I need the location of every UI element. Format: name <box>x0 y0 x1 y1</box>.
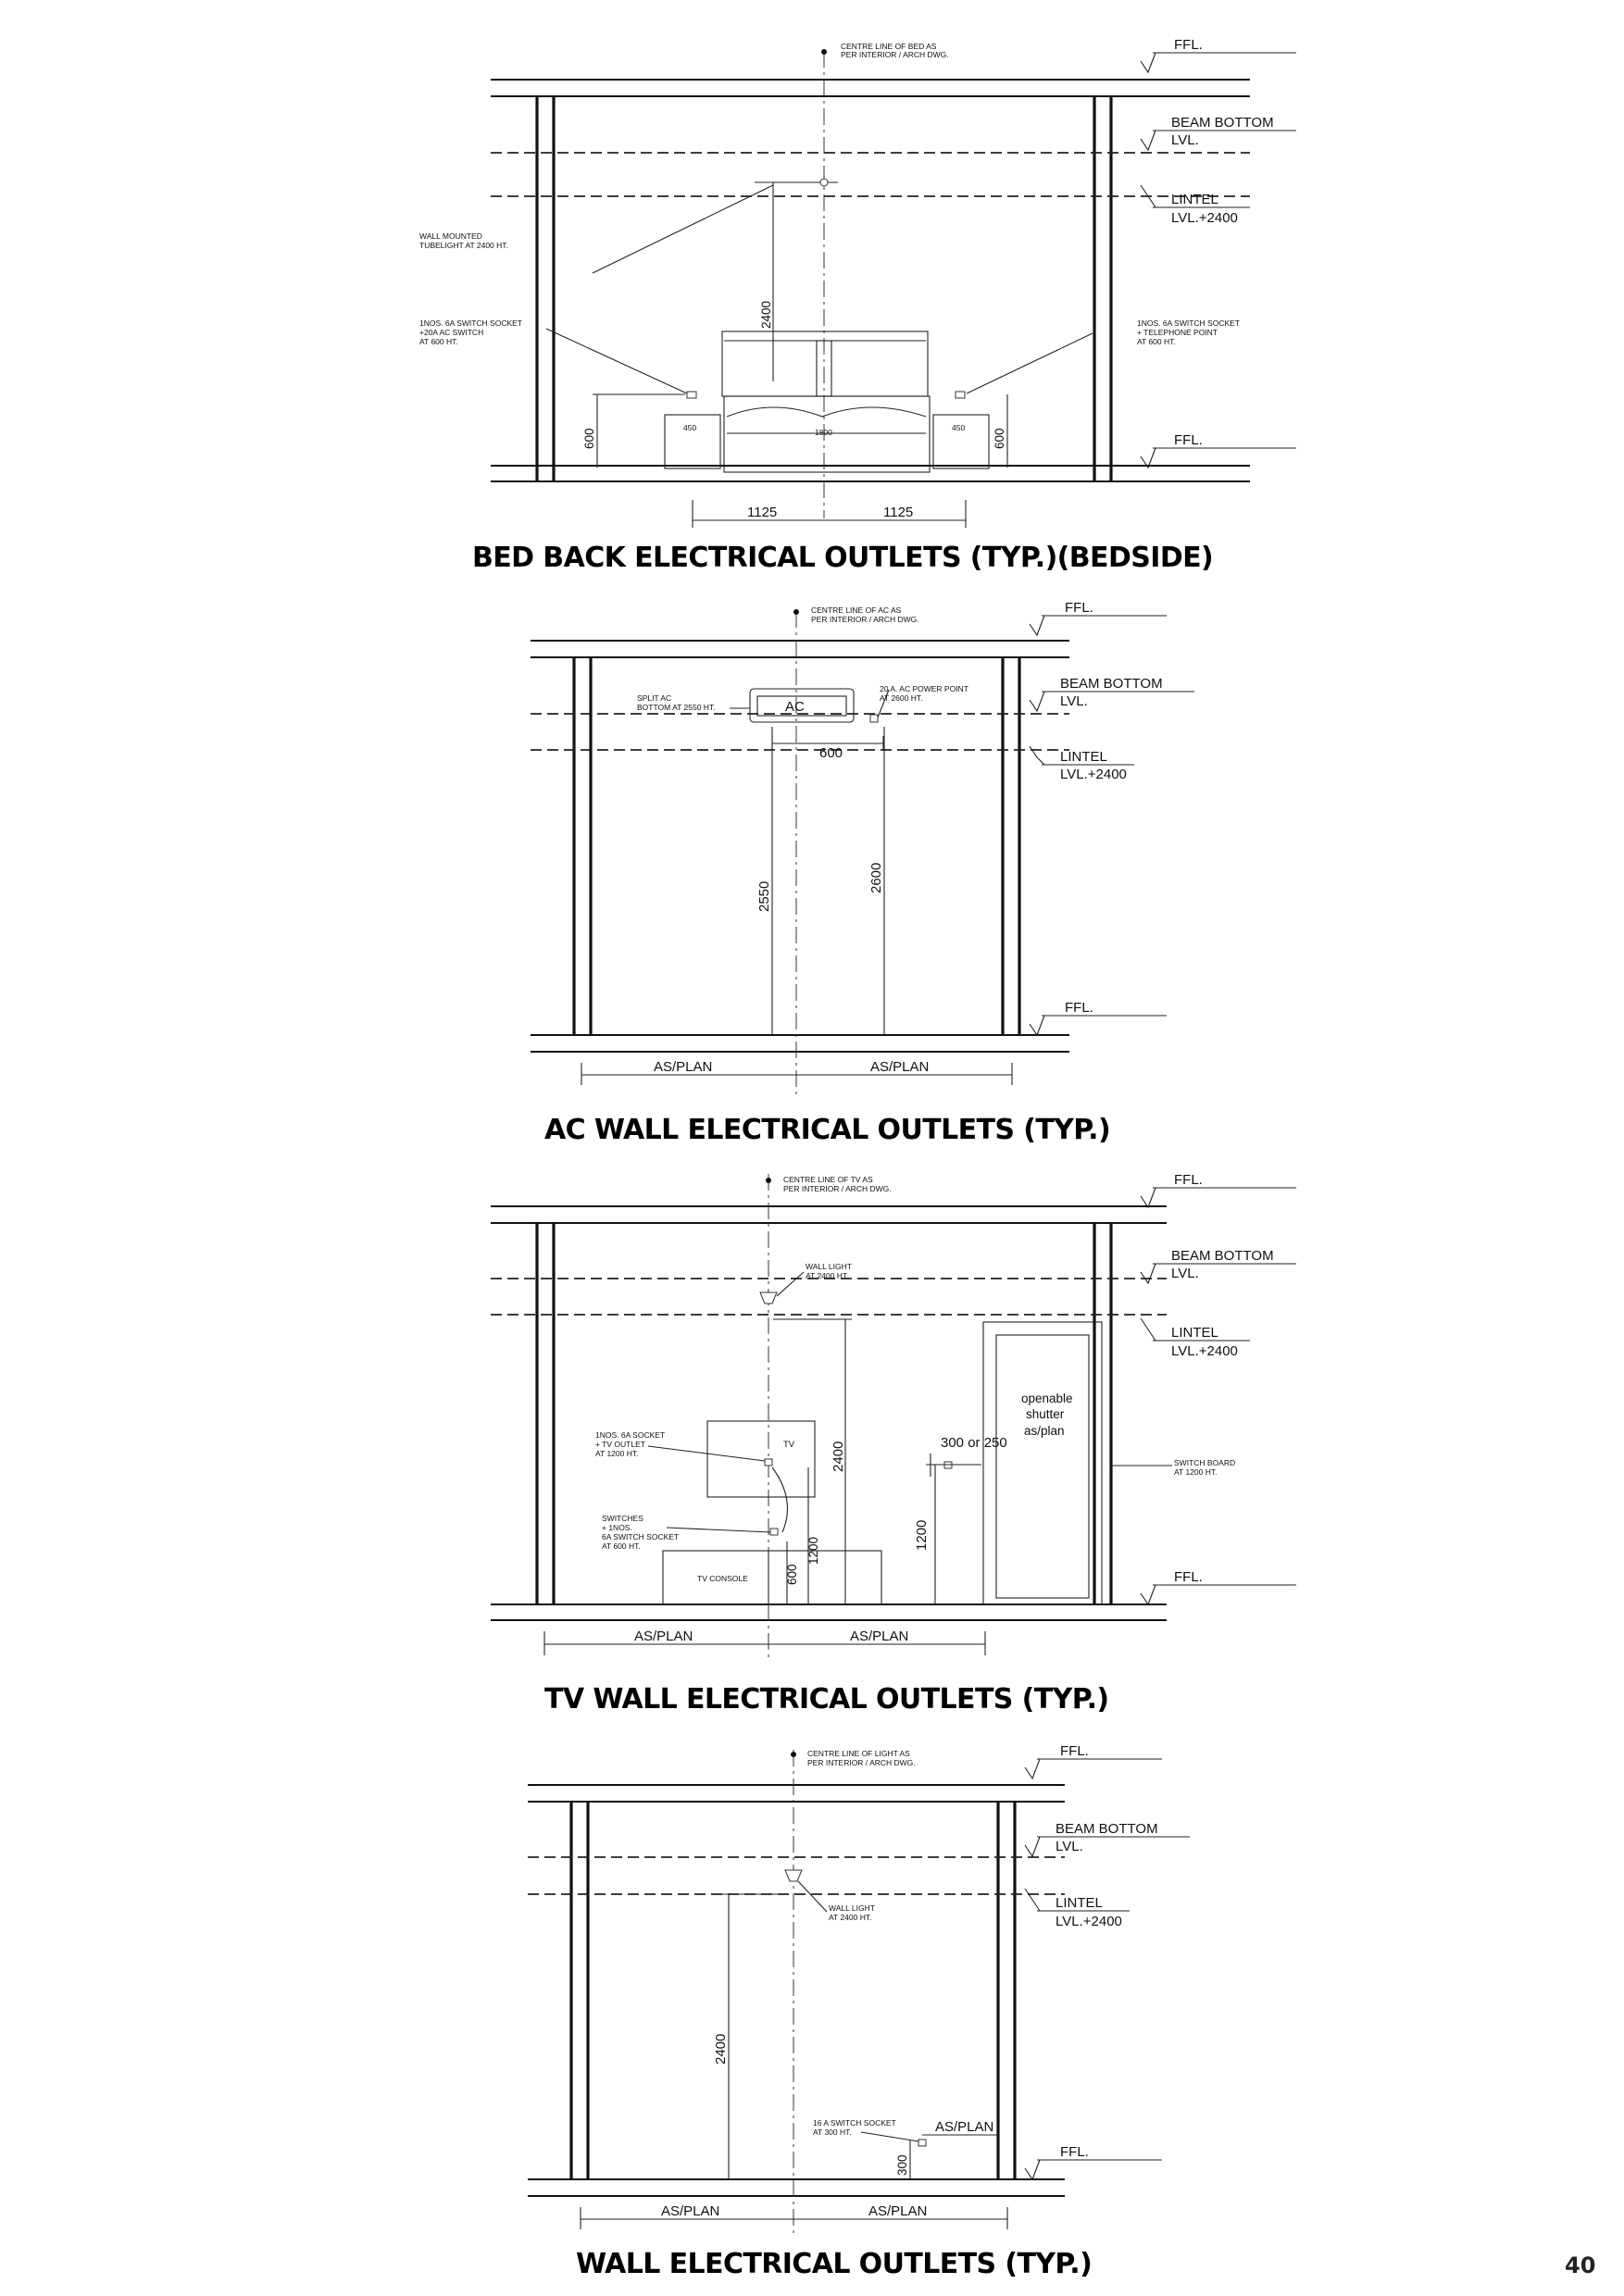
tv-centre-line-note-2: PER INTERIOR / ARCH DWG. <box>783 1184 892 1193</box>
bed-tubelight-note-2: TUBELIGHT AT 2400 HT. <box>419 241 508 250</box>
bed-dim-600-left: 600 <box>582 428 596 449</box>
bed-dim-1800: 1800 <box>815 428 832 437</box>
ac-beam-lvl: LVL. <box>1060 693 1088 709</box>
bed-dim-1125-right: 1125 <box>883 505 914 520</box>
tv-shutter-text-2: shutter <box>1026 1407 1065 1421</box>
wall-light-note-2: AT 2400 HT. <box>829 1913 872 1922</box>
bed-title: BED BACK ELECTRICAL OUTLETS (TYP.)(BEDSIDE) <box>472 542 1214 574</box>
wall-ffl-top: FFL. <box>1060 1743 1089 1759</box>
tv-socket-note-2: + TV OUTLET <box>595 1440 645 1449</box>
tv-lintel: LINTEL <box>1171 1325 1218 1341</box>
wall-dim-as-plan: AS/PLAN <box>935 2119 994 2135</box>
ac-lintel: LINTEL <box>1060 749 1107 765</box>
wall-socket-note-1: 16 A SWITCH SOCKET <box>813 2118 896 2128</box>
bed-dim-450-left: 450 <box>683 423 697 432</box>
ac-ffl-top: FFL. <box>1065 600 1093 616</box>
bed-left-socket-note-2: +20A AC SWITCH <box>419 328 484 337</box>
bed-ffl-bottom: FFL. <box>1174 432 1203 448</box>
tv-wall-light <box>760 1292 777 1304</box>
tv-switches-note-4: AT 600 HT. <box>602 1541 641 1551</box>
tv-dim-300-250: 300 or 250 <box>941 1435 1007 1451</box>
ac-title: AC WALL ELECTRICAL OUTLETS (TYP.) <box>544 1114 1111 1146</box>
tv-dim-2400: 2400 <box>831 1441 846 1472</box>
tv-switch-board-note-2: AT 1200 HT. <box>1174 1467 1218 1477</box>
bed-lintel: LINTEL <box>1171 192 1218 207</box>
tv-wall-light-note-2: AT 2400 HT. <box>806 1271 849 1280</box>
tv-dim-600: 600 <box>785 1564 799 1585</box>
ac-split-note-1: SPLIT AC <box>637 693 672 703</box>
wall-ffl-bottom: FFL. <box>1060 2144 1089 2160</box>
tv-console <box>663 1551 881 1604</box>
tv-ffl-bottom: FFL. <box>1174 1569 1203 1585</box>
bed-ffl-top: FFL. <box>1174 37 1203 53</box>
tv-wall-elevation <box>491 1172 1296 1716</box>
wall-socket-note-2: AT 300 HT. <box>813 2128 852 2137</box>
tv-shutter-text-1: openable <box>1021 1391 1073 1405</box>
wall-lintel: LINTEL <box>1056 1895 1103 1911</box>
ac-label: AC <box>785 699 805 715</box>
wall-lintel-lvl: LVL.+2400 <box>1056 1914 1122 1929</box>
tv-dim-1200-b: 1200 <box>914 1519 930 1551</box>
ac-dim-2550: 2550 <box>756 880 772 912</box>
ac-ffl-bottom: FFL. <box>1065 1000 1093 1016</box>
tv-centre-line-note-1: CENTRE LINE OF TV AS <box>783 1175 873 1184</box>
tv-wall-light-note-1: WALL LIGHT <box>806 1262 852 1271</box>
wall-light-note-1: WALL LIGHT <box>829 1903 875 1913</box>
page-number: 40 <box>1565 2252 1596 2278</box>
ac-split-note-2: BOTTOM AT 2550 HT. <box>637 703 716 712</box>
tv-socket-note-1: 1NOS. 6A SOCKET <box>595 1430 666 1440</box>
wall-title: WALL ELECTRICAL OUTLETS (TYP.) <box>576 2248 1093 2280</box>
bed-left-socket-note-1: 1NOS. 6A SWITCH SOCKET <box>419 318 522 328</box>
wall-dim-300: 300 <box>895 2154 909 2176</box>
tv-beam-lvl: LVL. <box>1171 1266 1199 1281</box>
wall-dim-2400: 2400 <box>713 2033 729 2065</box>
tv-as-plan-left: AS/PLAN <box>634 1628 693 1644</box>
wall-elevation <box>528 1743 1190 2280</box>
tv-as-plan-right: AS/PLAN <box>850 1628 909 1644</box>
bed-back-elevation <box>419 37 1296 574</box>
tv-screen <box>707 1421 815 1497</box>
ac-lintel-lvl: LVL.+2400 <box>1060 767 1127 782</box>
ac-wall-elevation <box>531 600 1194 1146</box>
ac-power-point-note-2: AT 2600 HT. <box>880 693 923 703</box>
tv-switches-note-1: SWITCHES <box>602 1514 643 1523</box>
tv-console-label: TV CONSOLE <box>697 1574 748 1583</box>
bed-beam-bottom: BEAM BOTTOM <box>1171 115 1274 131</box>
ac-centre-line-note-1: CENTRE LINE OF AC AS <box>811 605 902 615</box>
bed-dim-600-right: 600 <box>993 428 1006 449</box>
tv-switch-board-note-1: SWITCH BOARD <box>1174 1458 1236 1467</box>
tv-shutter-text-3: as/plan <box>1024 1424 1065 1438</box>
tv-title: TV WALL ELECTRICAL OUTLETS (TYP.) <box>544 1683 1109 1716</box>
wall-beam-bottom: BEAM BOTTOM <box>1056 1821 1158 1837</box>
tv-socket-note-3: AT 1200 HT. <box>595 1449 639 1458</box>
wall-as-plan-left: AS/PLAN <box>661 2203 720 2219</box>
tv-lintel-lvl: LVL.+2400 <box>1171 1343 1238 1359</box>
bed-right-socket-note-3: AT 600 HT. <box>1137 337 1176 346</box>
ac-centre-line-note-2: PER INTERIOR / ARCH DWG. <box>811 615 919 624</box>
tv-label: TV <box>783 1440 795 1450</box>
ac-as-plan-left: AS/PLAN <box>654 1059 713 1075</box>
bed-centre-line-note-2: PER INTERIOR / ARCH DWG. <box>841 50 949 59</box>
tv-switches-note-2: + 1NOS. <box>602 1523 632 1532</box>
bed-beam-lvl: LVL. <box>1171 132 1199 148</box>
bed-left-socket-note-3: AT 600 HT. <box>419 337 458 346</box>
bed-centre-line-note-1: CENTRE LINE OF BED AS <box>841 42 937 51</box>
tv-switches-note-3: 6A SWITCH SOCKET <box>602 1532 680 1541</box>
tv-ffl-top: FFL. <box>1174 1172 1203 1188</box>
shutter-frame <box>983 1322 1102 1604</box>
wall-centre-line-note-2: PER INTERIOR / ARCH DWG. <box>807 1758 916 1767</box>
wall-switch-socket <box>918 2140 926 2146</box>
bed-lintel-lvl: LVL.+2400 <box>1171 210 1238 226</box>
ac-as-plan-right: AS/PLAN <box>870 1059 930 1075</box>
bed-dim-450-right: 450 <box>952 423 966 432</box>
bed-dim-2400: 2400 <box>759 300 773 329</box>
wall-beam-lvl: LVL. <box>1056 1839 1083 1854</box>
wall-centre-line-note-1: CENTRE LINE OF LIGHT AS <box>807 1749 910 1758</box>
wall-as-plan-right: AS/PLAN <box>868 2203 928 2219</box>
bed-right-socket-note-2: + TELEPHONE POINT <box>1137 328 1218 337</box>
ac-dim-2600: 2600 <box>868 862 884 893</box>
tv-dim-1200-a: 1200 <box>806 1536 820 1565</box>
bed-dim-1125-left: 1125 <box>747 505 778 520</box>
bed-right-socket-note-1: 1NOS. 6A SWITCH SOCKET <box>1137 318 1240 328</box>
ac-power-point-note-1: 20 A. AC POWER POINT <box>880 684 968 693</box>
ac-dim-600: 600 <box>819 745 843 761</box>
bed-tubelight-note-1: WALL MOUNTED <box>419 231 482 241</box>
wall-light <box>785 1870 802 1881</box>
tv-beam-bottom: BEAM BOTTOM <box>1171 1248 1274 1264</box>
ac-beam-bottom: BEAM BOTTOM <box>1060 676 1163 692</box>
